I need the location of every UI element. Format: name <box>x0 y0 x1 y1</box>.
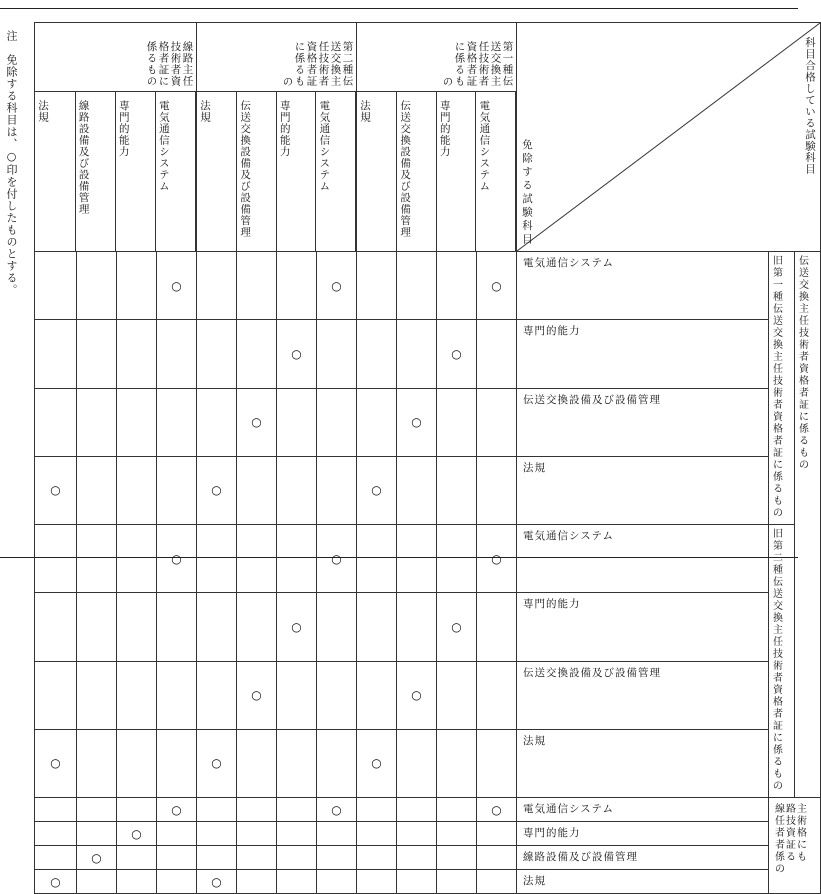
mark-cell <box>77 661 117 729</box>
mark-cell <box>77 846 117 870</box>
mark-cell <box>437 661 477 729</box>
mark-cell <box>237 593 277 661</box>
mark-cell <box>477 593 517 661</box>
exemption-type-label: 伝送交換主任技術者資格者証に係るもの <box>799 256 810 471</box>
table-row <box>35 525 821 593</box>
exempt-mark: ○ <box>171 278 182 293</box>
mark-cell <box>277 388 317 456</box>
mark-cell <box>77 252 117 320</box>
table-row <box>35 661 821 729</box>
exempt-mark: ○ <box>251 415 262 430</box>
exempt-subject-label: 電気通信システム <box>523 257 614 269</box>
mark-cell <box>477 846 517 870</box>
exempt-mark: ○ <box>91 850 102 865</box>
exempt-group-cell <box>769 798 821 894</box>
mark-cell <box>157 525 197 593</box>
passed-exam-name: 第一種伝送交換主任技術者資格者証に係るもの <box>441 41 514 87</box>
mark-cell <box>397 729 437 797</box>
mark-cell <box>357 593 397 661</box>
mark-cell <box>277 798 317 822</box>
exempt-mark: ○ <box>411 415 422 430</box>
exempt-mark: ○ <box>491 278 502 293</box>
mark-cell <box>77 525 117 593</box>
mark-cell <box>35 456 77 524</box>
passed-subject-header <box>75 92 115 252</box>
exempt-group-cell <box>769 252 795 525</box>
exempt-mark: ○ <box>331 278 342 293</box>
mark-cell <box>477 252 517 320</box>
mark-cell <box>317 525 357 593</box>
mark-cell <box>277 252 317 320</box>
exempt-mark: ○ <box>291 619 302 634</box>
passed-subject-label: 線路設備及び設備管理 <box>77 100 90 215</box>
exempt-mark: ○ <box>411 688 422 703</box>
exempt-mark: ○ <box>211 756 222 771</box>
passed-exam-inner <box>35 23 196 251</box>
passed-subject-header <box>357 92 397 252</box>
table-row <box>35 822 821 846</box>
mark-cell <box>197 252 237 320</box>
mark-cell <box>77 729 117 797</box>
exempt-mark: ○ <box>331 551 342 566</box>
mark-cell <box>477 388 517 456</box>
mark-cell <box>237 456 277 524</box>
mark-cell <box>237 525 277 593</box>
exempt-mark: ○ <box>491 802 502 817</box>
mark-cell <box>357 729 397 797</box>
exempt-subject-cell <box>517 525 769 593</box>
header-row <box>35 23 821 252</box>
passed-exam-header <box>35 23 197 252</box>
passed-subject-label: 法規 <box>359 100 371 123</box>
exempt-subject-label: 伝送交換設備及び設備管理 <box>523 666 661 679</box>
mark-cell <box>157 846 197 870</box>
exempt-subject-label: 電気通信システム <box>523 530 614 542</box>
mark-cell <box>277 846 317 870</box>
passed-exam-name: 第二種伝送交換主任技術者資格者証に係るもの <box>281 41 354 87</box>
exempt-subject-label: 伝送交換設備及び設備管理 <box>523 393 661 406</box>
exempt-group-cell <box>769 525 795 798</box>
mark-cell <box>117 846 157 870</box>
mark-cell <box>35 870 77 894</box>
table-row <box>35 870 821 894</box>
mark-cell <box>77 822 117 846</box>
mark-cell <box>197 822 237 846</box>
table-row <box>35 593 821 661</box>
mark-cell <box>237 661 277 729</box>
exempt-subject-label: 専門的能力 <box>523 598 581 611</box>
exempt-mark: ○ <box>331 802 342 817</box>
mark-cell <box>437 388 477 456</box>
mark-cell <box>437 252 477 320</box>
mark-cell <box>317 661 357 729</box>
passed-exam-inner <box>197 23 356 251</box>
table-row <box>35 388 821 456</box>
passed-subject-header <box>276 92 316 252</box>
mark-cell <box>237 252 277 320</box>
mark-cell <box>277 822 317 846</box>
mark-cell <box>35 320 77 388</box>
exempt-subject-label: 法規 <box>523 734 546 747</box>
table-row <box>35 846 821 870</box>
mark-cell <box>77 320 117 388</box>
exempt-subject-label: 専門的能力 <box>523 827 581 839</box>
mark-cell <box>237 388 277 456</box>
mark-cell <box>397 320 437 388</box>
passed-subject-header <box>155 92 195 252</box>
mark-cell <box>117 798 157 822</box>
mark-cell <box>197 320 237 388</box>
passed-subject-header <box>316 92 356 252</box>
mark-cell <box>397 822 437 846</box>
mark-cell <box>237 320 277 388</box>
table-row <box>35 729 821 797</box>
exempt-mark: ○ <box>371 756 382 771</box>
exempt-subject-cell <box>517 798 769 822</box>
mark-cell <box>157 870 197 894</box>
mark-cell <box>437 593 477 661</box>
table-row <box>35 456 821 524</box>
passed-exam-title-cell <box>35 23 196 92</box>
mark-cell <box>397 525 437 593</box>
mark-cell <box>237 798 277 822</box>
exemption-type-cell <box>795 252 821 798</box>
exempt-subject-label: 線路設備及び設備管理 <box>523 851 638 863</box>
exempt-mark: ○ <box>50 483 61 498</box>
passed-subject-header <box>397 92 437 252</box>
passed-subject-label: 専門的能力 <box>117 100 130 158</box>
mark-cell <box>157 320 197 388</box>
exempt-mark: ○ <box>211 483 222 498</box>
mark-cell <box>277 661 317 729</box>
mark-cell <box>357 798 397 822</box>
mark-cell <box>357 525 397 593</box>
mark-cell <box>35 798 77 822</box>
exempt-mark: ○ <box>371 483 382 498</box>
mark-cell <box>397 846 437 870</box>
mark-cell <box>437 846 477 870</box>
mark-cell <box>157 798 197 822</box>
mark-cell <box>157 729 197 797</box>
mark-cell <box>397 388 437 456</box>
mark-cell <box>357 661 397 729</box>
passed-exam-header <box>357 23 517 252</box>
mark-cell <box>117 388 157 456</box>
mark-cell <box>357 388 397 456</box>
passed-subject-label: 法規 <box>37 100 49 123</box>
mark-cell <box>237 870 277 894</box>
passed-exam-title-cell <box>357 23 516 92</box>
passed-subject-label: 専門的能力 <box>278 100 291 158</box>
exempt-mark: ○ <box>171 802 182 817</box>
mark-cell <box>317 593 357 661</box>
mark-cell <box>35 525 77 593</box>
mark-cell <box>357 320 397 388</box>
exempt-subject-cell <box>517 661 769 729</box>
mark-cell <box>157 388 197 456</box>
mark-cell <box>35 252 77 320</box>
mark-cell <box>437 822 477 846</box>
mark-cell <box>237 846 277 870</box>
exempt-subject-cell <box>517 822 769 846</box>
diagonal-line <box>517 23 820 251</box>
exempt-subject-cell <box>517 252 769 320</box>
mark-cell <box>117 870 157 894</box>
mark-cell <box>197 870 237 894</box>
exempt-subject-cell <box>517 870 769 894</box>
passed-subject-header <box>197 92 237 252</box>
mark-cell <box>35 661 77 729</box>
passed-exam-title-cell <box>197 23 356 92</box>
exempt-mark: ○ <box>211 874 222 889</box>
mark-cell <box>117 320 157 388</box>
table-row <box>35 320 821 388</box>
mark-cell <box>197 388 237 456</box>
mark-cell <box>397 798 437 822</box>
mark-cell <box>357 252 397 320</box>
exempt-subject-label: 法規 <box>523 875 546 887</box>
mark-cell <box>197 593 237 661</box>
passed-subject-header <box>436 92 476 252</box>
exempt-mark: ○ <box>451 619 462 634</box>
mark-cell <box>397 252 437 320</box>
mark-cell <box>437 729 477 797</box>
mark-cell <box>157 593 197 661</box>
diagonal-header-cell <box>517 23 821 252</box>
mark-cell <box>437 798 477 822</box>
exempt-mark: ○ <box>131 826 142 841</box>
mark-cell <box>197 798 237 822</box>
mark-cell <box>277 525 317 593</box>
exempt-subjects-heading: 免除する試験科目 <box>521 139 533 247</box>
mark-cell <box>197 729 237 797</box>
passed-subject-header <box>237 92 277 252</box>
exempt-subject-cell <box>517 846 769 870</box>
diagonal-stroke <box>517 23 820 251</box>
mark-cell <box>317 388 357 456</box>
mark-cell <box>117 729 157 797</box>
mark-cell <box>317 798 357 822</box>
exempt-group-label: 旧第一種伝送交換主任技術者資格者証に係るもの <box>773 256 784 519</box>
mark-cell <box>317 870 357 894</box>
mark-cell <box>477 870 517 894</box>
passed-subjects-heading: 科目合格している試験科目 <box>804 37 817 175</box>
exempt-subject-label: 法規 <box>523 461 546 474</box>
mark-cell <box>317 320 357 388</box>
exempt-subject-cell <box>517 388 769 456</box>
exempt-group-label: 旧第二種伝送交換主任技術者資格者証に係るもの <box>773 529 784 792</box>
mark-cell <box>357 846 397 870</box>
mark-cell <box>237 822 277 846</box>
mark-cell <box>277 729 317 797</box>
exempt-mark: ○ <box>171 551 182 566</box>
mark-cell <box>357 870 397 894</box>
mark-cell <box>397 593 437 661</box>
mark-cell <box>117 661 157 729</box>
exempt-subject-label: 専門的能力 <box>523 325 581 338</box>
passed-subject-label: 専門的能力 <box>438 100 451 158</box>
mark-cell <box>197 661 237 729</box>
mark-cell <box>117 456 157 524</box>
mark-cell <box>357 456 397 524</box>
exempt-subject-cell <box>517 320 769 388</box>
mark-cell <box>77 870 117 894</box>
table-row <box>35 252 821 320</box>
exempt-subject-cell <box>517 456 769 524</box>
exempt-mark: ○ <box>291 346 302 361</box>
exemption-table <box>34 22 821 894</box>
mark-cell <box>437 525 477 593</box>
mark-cell <box>117 822 157 846</box>
mark-cell <box>477 661 517 729</box>
mark-cell <box>477 729 517 797</box>
mark-cell <box>477 456 517 524</box>
mark-cell <box>277 320 317 388</box>
passed-subject-label: 電気通信システム <box>157 100 170 192</box>
mark-cell <box>477 798 517 822</box>
mark-cell <box>477 822 517 846</box>
passed-subject-header <box>35 92 75 252</box>
mark-cell <box>437 320 477 388</box>
footnote: 注 免除する科目は、○印を付したものとする。 <box>5 30 18 296</box>
mark-cell <box>397 870 437 894</box>
mark-cell <box>277 456 317 524</box>
mark-cell <box>397 456 437 524</box>
mark-cell <box>77 456 117 524</box>
mark-cell <box>197 846 237 870</box>
mark-cell <box>35 729 77 797</box>
passed-subject-header <box>115 92 155 252</box>
passed-subject-label: 法規 <box>199 100 211 123</box>
mark-cell <box>35 846 77 870</box>
exempt-subject-cell <box>517 593 769 661</box>
mark-cell <box>277 593 317 661</box>
passed-exam-header <box>197 23 357 252</box>
top-rule <box>0 8 798 9</box>
exempt-mark: ○ <box>50 756 61 771</box>
passed-subject-label: 伝送交換設備及び設備管理 <box>399 100 412 238</box>
mark-cell <box>117 252 157 320</box>
mark-cell <box>77 798 117 822</box>
exempt-mark: ○ <box>50 874 61 889</box>
exempt-mark: ○ <box>491 551 502 566</box>
passed-subject-label: 電気通信システム <box>318 100 331 192</box>
exemption-type-label: 線路主任技術者資格者証に係るもの <box>775 804 808 875</box>
passed-subject-header <box>476 92 516 252</box>
mark-cell <box>317 846 357 870</box>
mark-cell <box>35 822 77 846</box>
exempt-mark: ○ <box>451 346 462 361</box>
mark-cell <box>157 661 197 729</box>
mark-cell <box>437 870 477 894</box>
exempt-mark: ○ <box>251 688 262 703</box>
mark-cell <box>197 456 237 524</box>
mark-cell <box>277 870 317 894</box>
passed-exam-inner <box>357 23 516 251</box>
mark-cell <box>317 252 357 320</box>
mark-cell <box>35 593 77 661</box>
table-row <box>35 798 821 822</box>
mark-cell <box>157 456 197 524</box>
mark-cell <box>317 456 357 524</box>
mark-cell <box>477 320 517 388</box>
passed-subject-label: 電気通信システム <box>478 100 491 192</box>
exempt-subject-cell <box>517 729 769 797</box>
mark-cell <box>117 593 157 661</box>
mark-cell <box>397 661 437 729</box>
mark-cell <box>157 822 197 846</box>
mark-cell <box>157 252 197 320</box>
mark-cell <box>357 822 397 846</box>
mark-cell <box>317 729 357 797</box>
mark-cell <box>35 388 77 456</box>
mark-cell <box>77 593 117 661</box>
mark-cell <box>197 525 237 593</box>
mark-cell <box>477 525 517 593</box>
mark-cell <box>237 729 277 797</box>
exempt-subject-label: 電気通信システム <box>523 803 614 815</box>
mark-cell <box>437 456 477 524</box>
mark-cell <box>317 822 357 846</box>
passed-exam-name: 線路主任技術者資格者証に係るもの <box>145 41 194 87</box>
mark-cell <box>117 525 157 593</box>
mark-cell <box>77 388 117 456</box>
passed-subject-label: 伝送交換設備及び設備管理 <box>239 100 252 238</box>
